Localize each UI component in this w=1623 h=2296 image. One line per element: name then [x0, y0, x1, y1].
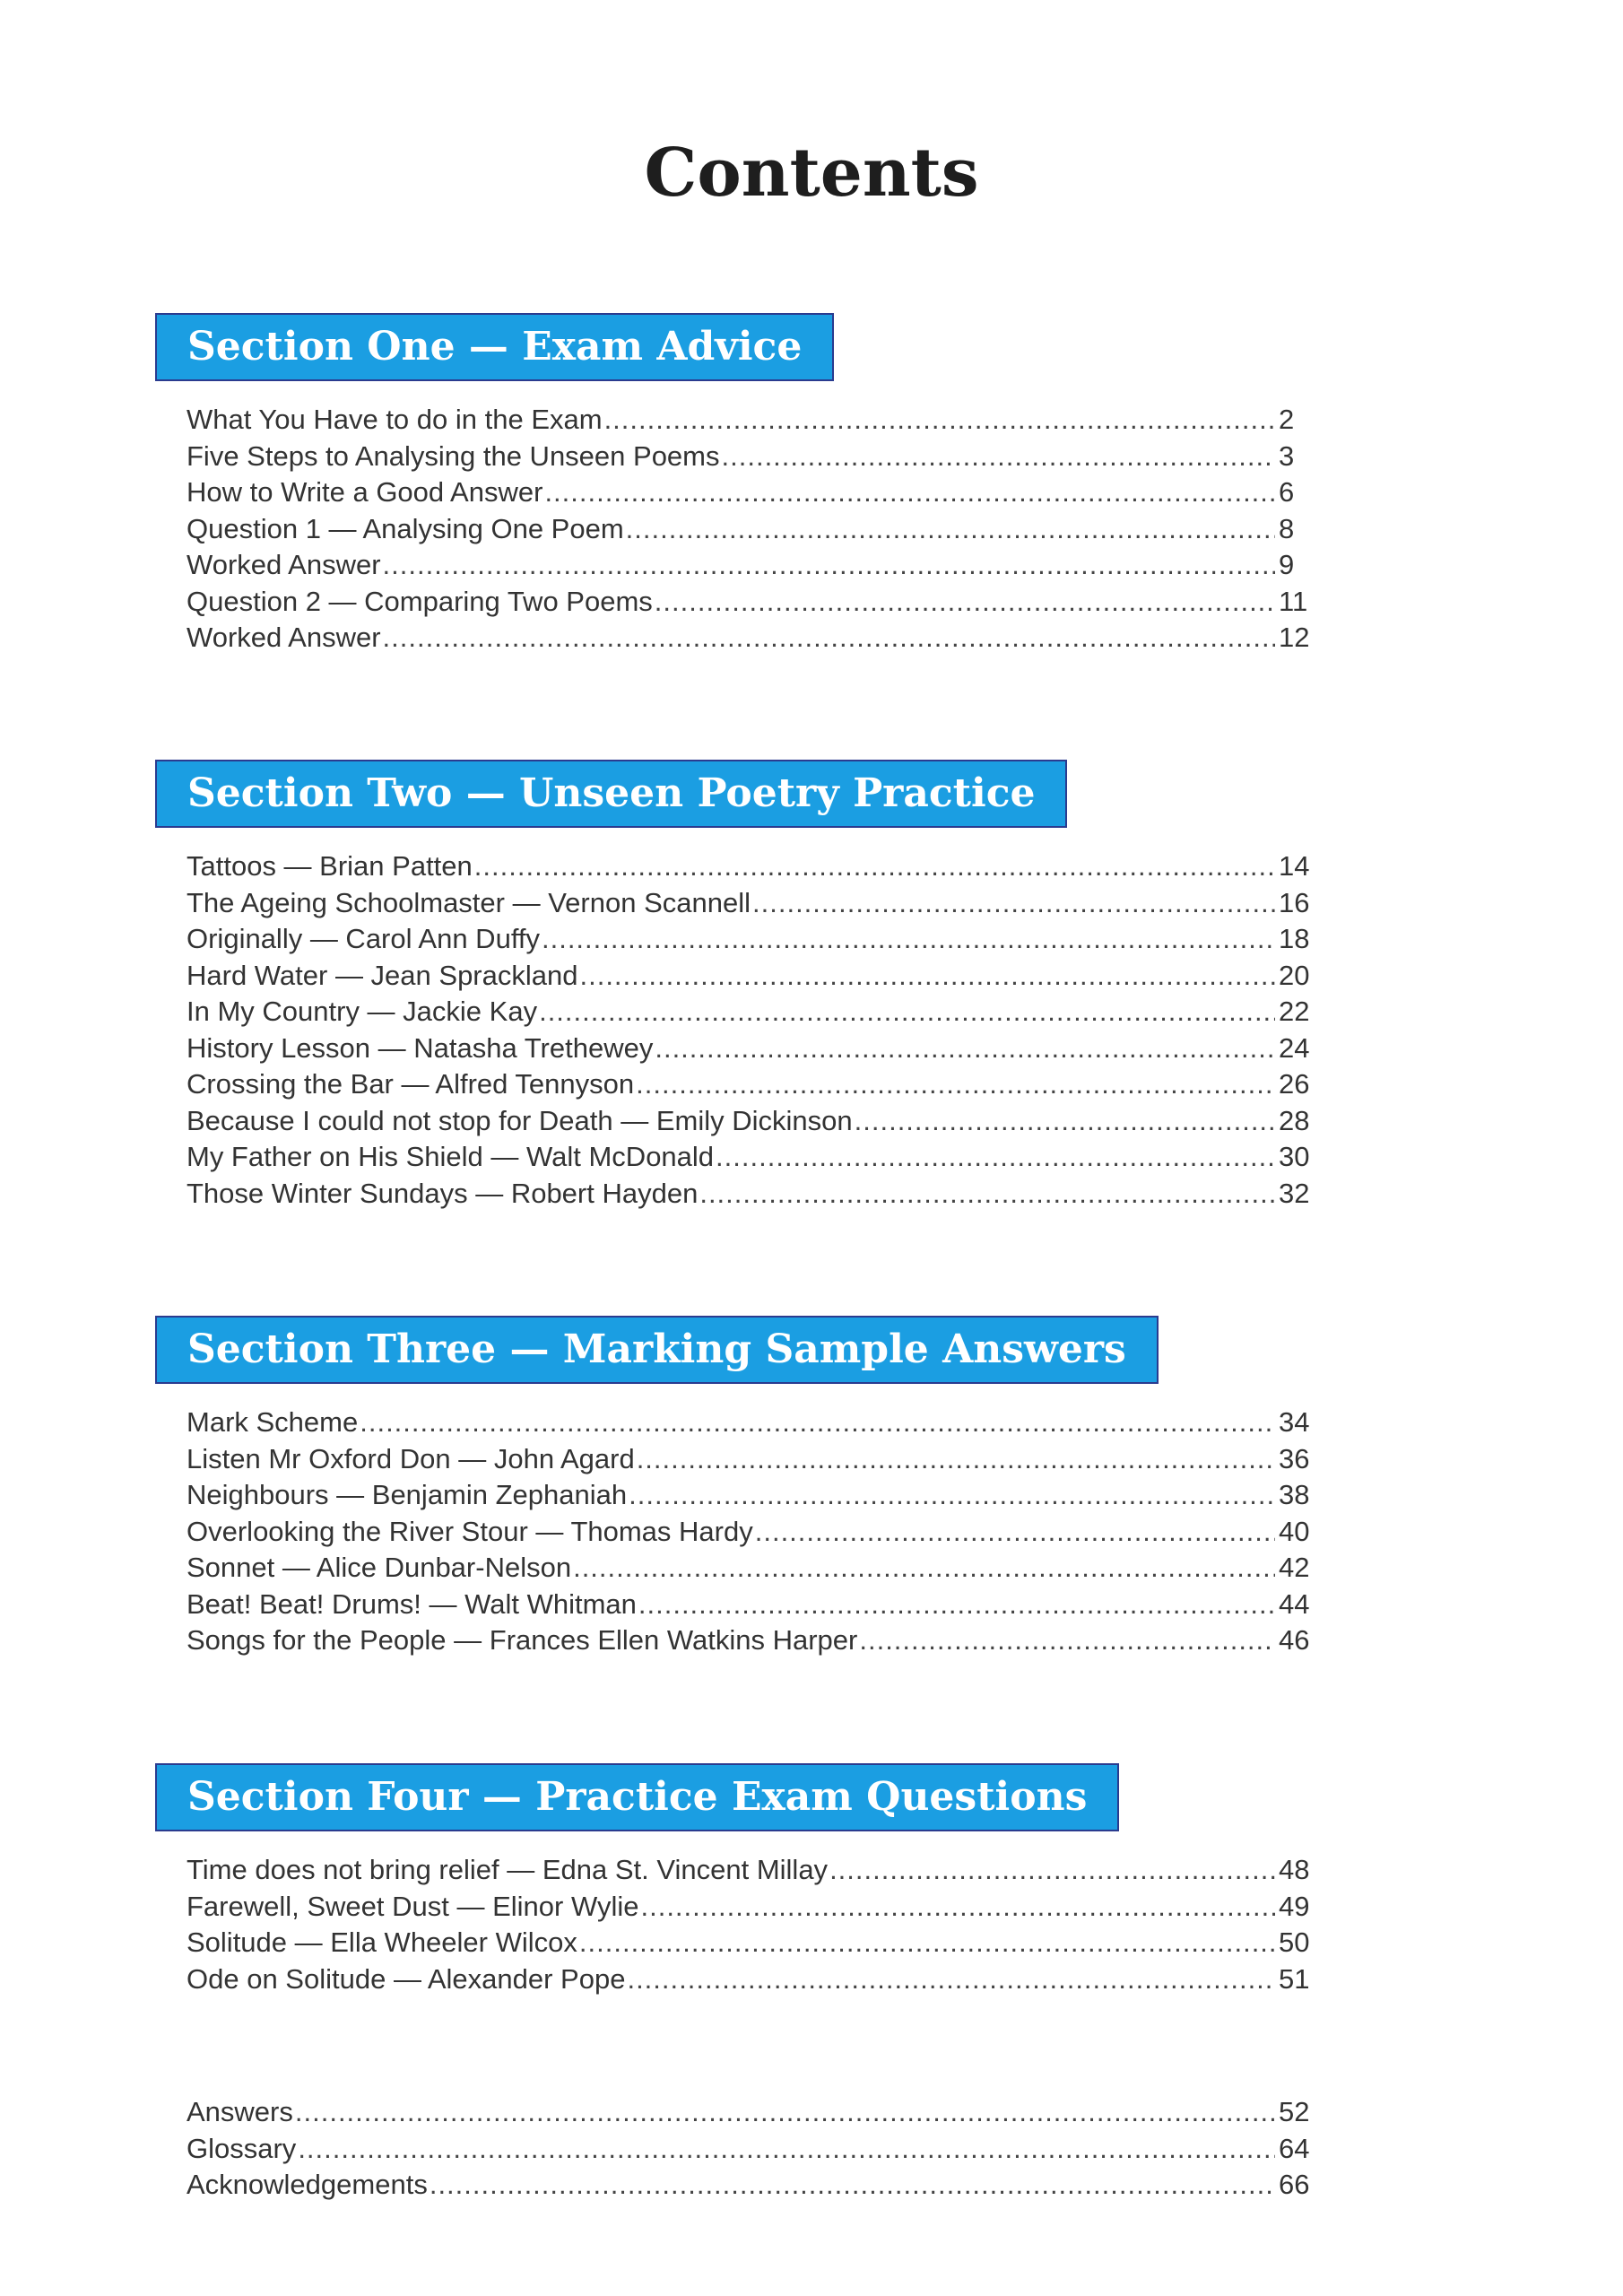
dot-leader [655, 1031, 1275, 1067]
entry-page-number: 14 [1279, 850, 1310, 882]
entry-page-number: 52 [1279, 2096, 1310, 2127]
dot-leader [655, 584, 1275, 621]
dot-leader [383, 620, 1275, 657]
toc-entry[interactable] [187, 511, 1315, 548]
entry-title: Listen Mr Oxford Don — John Agard [187, 1442, 635, 1474]
entry-page-number: 64 [1279, 2132, 1310, 2164]
toc-entry[interactable] [187, 474, 1315, 511]
entry-page-number: 20 [1279, 959, 1310, 991]
section-two-heading: Section Two — Unseen Poetry Practice [155, 760, 1067, 828]
dot-leader [604, 402, 1275, 439]
toc-entry[interactable] [187, 885, 1315, 922]
entry-title: Time does not bring relief — Edna St. Vincent Millay [187, 1854, 829, 1885]
dot-leader [579, 1925, 1275, 1961]
entry-title: Answers [187, 2096, 293, 2127]
section-one-entries [187, 402, 1315, 657]
entry-title: Acknowledgements [187, 2169, 428, 2200]
entry-page-number: 66 [1279, 2169, 1310, 2200]
entry-title: Mark Scheme [187, 1406, 359, 1438]
dot-leader [855, 1103, 1275, 1140]
dot-leader [539, 994, 1275, 1031]
entry-title: Question 2 — Comparing Two Poems [187, 585, 653, 617]
toc-entry[interactable] [187, 547, 1315, 584]
entry-page-number: 40 [1279, 1515, 1310, 1547]
toc-entry[interactable] [187, 1852, 1315, 1889]
toc-entry[interactable] [187, 1031, 1315, 1067]
entry-title: Question 1 — Analysing One Poem [187, 512, 624, 544]
dot-leader [298, 2131, 1275, 2168]
entry-title: Five Steps to Analysing the Unseen Poems [187, 439, 720, 472]
entry-title: Ode on Solitude — Alexander Pope [187, 1962, 626, 1995]
toc-entry[interactable] [187, 958, 1315, 995]
toc-entry[interactable] [187, 439, 1315, 475]
entry-page-number: 34 [1279, 1406, 1310, 1438]
entry-page-number: 36 [1279, 1442, 1310, 1474]
entry-title: Farewell, Sweet Dust — Elinor Wylie [187, 1890, 639, 1922]
dot-leader [573, 1550, 1275, 1587]
entry-page-number: 3 [1279, 439, 1295, 472]
entry-page-number: 12 [1279, 622, 1310, 653]
section-three-entries [187, 1405, 1315, 1659]
dot-leader [859, 1622, 1275, 1659]
dot-leader [636, 1066, 1275, 1103]
entry-title: The Ageing Schoolmaster — Vernon Scannell [187, 886, 751, 918]
entry-title: Worked Answer [187, 622, 381, 653]
entry-title: Because I could not stop for Death — Emily Dickinson [187, 1104, 853, 1136]
dot-leader [722, 439, 1276, 475]
entry-page-number: 32 [1279, 1177, 1310, 1209]
dot-leader [627, 1961, 1275, 1998]
entry-title: Neighbours — Benjamin Zephaniah [187, 1479, 628, 1510]
dot-leader [544, 474, 1275, 511]
toc-entry[interactable] [187, 1405, 1315, 1441]
toc-entry[interactable] [187, 1925, 1315, 1961]
toc-entry[interactable] [187, 1889, 1315, 1926]
entry-page-number: 28 [1279, 1104, 1310, 1136]
back-matter-entries [187, 2094, 1315, 2204]
entry-title: Tattoos — Brian Patten [187, 850, 473, 882]
section-three-heading: Section Three — Marking Sample Answers [155, 1316, 1159, 1384]
toc-entry[interactable] [187, 1587, 1315, 1623]
toc-entry[interactable] [187, 1622, 1315, 1659]
entry-page-number: 16 [1279, 886, 1310, 918]
entry-page-number: 48 [1279, 1854, 1310, 1885]
toc-entry[interactable] [187, 2131, 1315, 2168]
entry-title: My Father on His Shield — Walt McDonald [187, 1141, 715, 1172]
entry-page-number: 38 [1279, 1479, 1310, 1510]
entry-title: In My Country — Jackie Kay [187, 996, 538, 1027]
toc-entry[interactable] [187, 2167, 1315, 2204]
entry-page-number: 8 [1279, 512, 1295, 544]
section-one-heading: Section One — Exam Advice [155, 313, 834, 381]
toc-entry[interactable] [187, 994, 1315, 1031]
toc-entry[interactable] [187, 1550, 1315, 1587]
entry-title: Glossary [187, 2132, 297, 2164]
entry-title: Overlooking the River Stour — Thomas Hardy [187, 1515, 753, 1547]
dot-leader [629, 1477, 1275, 1514]
dot-leader [474, 848, 1275, 885]
toc-entry[interactable] [187, 921, 1315, 958]
toc-entry[interactable] [187, 1961, 1315, 1998]
entry-page-number: 26 [1279, 1068, 1310, 1100]
dot-leader [360, 1405, 1275, 1441]
dot-leader [430, 2167, 1275, 2204]
entry-title: How to Write a Good Answer [187, 476, 543, 508]
dot-leader [752, 885, 1275, 922]
entry-page-number: 50 [1279, 1926, 1310, 1958]
entry-title: Worked Answer [187, 549, 381, 580]
entry-page-number: 42 [1279, 1552, 1310, 1583]
toc-entry[interactable] [187, 1139, 1315, 1176]
entry-title: Beat! Beat! Drums! — Walt Whitman [187, 1587, 637, 1620]
dot-leader [626, 511, 1275, 548]
page-title: Contents [644, 135, 979, 212]
toc-entry[interactable] [187, 402, 1315, 439]
dot-leader [640, 1889, 1275, 1926]
entry-title: What You Have to do in the Exam [187, 404, 603, 435]
dot-leader [716, 1139, 1275, 1176]
toc-entry[interactable] [187, 584, 1315, 621]
dot-leader [637, 1441, 1275, 1478]
dot-leader [383, 547, 1275, 584]
dot-leader [579, 958, 1275, 995]
toc-entry[interactable] [187, 2094, 1315, 2131]
entry-title: Those Winter Sundays — Robert Hayden [187, 1177, 699, 1209]
entry-title: Sonnet — Alice Dunbar-Nelson [187, 1552, 572, 1583]
section-four-entries [187, 1852, 1315, 1997]
entry-page-number: 30 [1279, 1141, 1310, 1172]
entry-page-number: 46 [1279, 1624, 1310, 1656]
entry-title: Solitude — Ella Wheeler Wilcox [187, 1926, 577, 1958]
entry-page-number: 9 [1279, 549, 1295, 580]
entry-page-number: 6 [1279, 476, 1295, 508]
entry-page-number: 44 [1279, 1587, 1310, 1620]
section-two-entries [187, 848, 1315, 1212]
entry-title: Songs for the People — Frances Ellen Watkins Harper [187, 1624, 858, 1656]
entry-page-number: 18 [1279, 923, 1310, 954]
entry-page-number: 22 [1279, 996, 1310, 1027]
toc-entry[interactable] [187, 1176, 1315, 1213]
dot-leader [829, 1852, 1275, 1889]
toc-entry[interactable] [187, 620, 1315, 657]
toc-entry[interactable] [187, 1441, 1315, 1478]
toc-entry[interactable] [187, 1477, 1315, 1514]
entry-title: History Lesson — Natasha Trethewey [187, 1031, 654, 1064]
entry-page-number: 49 [1279, 1890, 1310, 1922]
entry-page-number: 51 [1279, 1962, 1310, 1995]
dot-leader [542, 921, 1275, 958]
entry-title: Crossing the Bar — Alfred Tennyson [187, 1068, 635, 1100]
entry-title: Originally — Carol Ann Duffy [187, 923, 540, 954]
dot-leader [755, 1514, 1275, 1551]
toc-entry[interactable] [187, 1066, 1315, 1103]
entry-title: Hard Water — Jean Sprackland [187, 959, 578, 991]
entry-page-number: 11 [1279, 585, 1308, 617]
toc-entry[interactable] [187, 1103, 1315, 1140]
entry-page-number: 24 [1279, 1031, 1310, 1064]
entry-page-number: 2 [1279, 404, 1295, 435]
section-four-heading: Section Four — Practice Exam Questions [155, 1763, 1119, 1831]
dot-leader [295, 2094, 1275, 2131]
dot-leader [699, 1176, 1275, 1213]
toc-entry[interactable] [187, 848, 1315, 885]
toc-entry[interactable] [187, 1514, 1315, 1551]
dot-leader [638, 1587, 1275, 1623]
